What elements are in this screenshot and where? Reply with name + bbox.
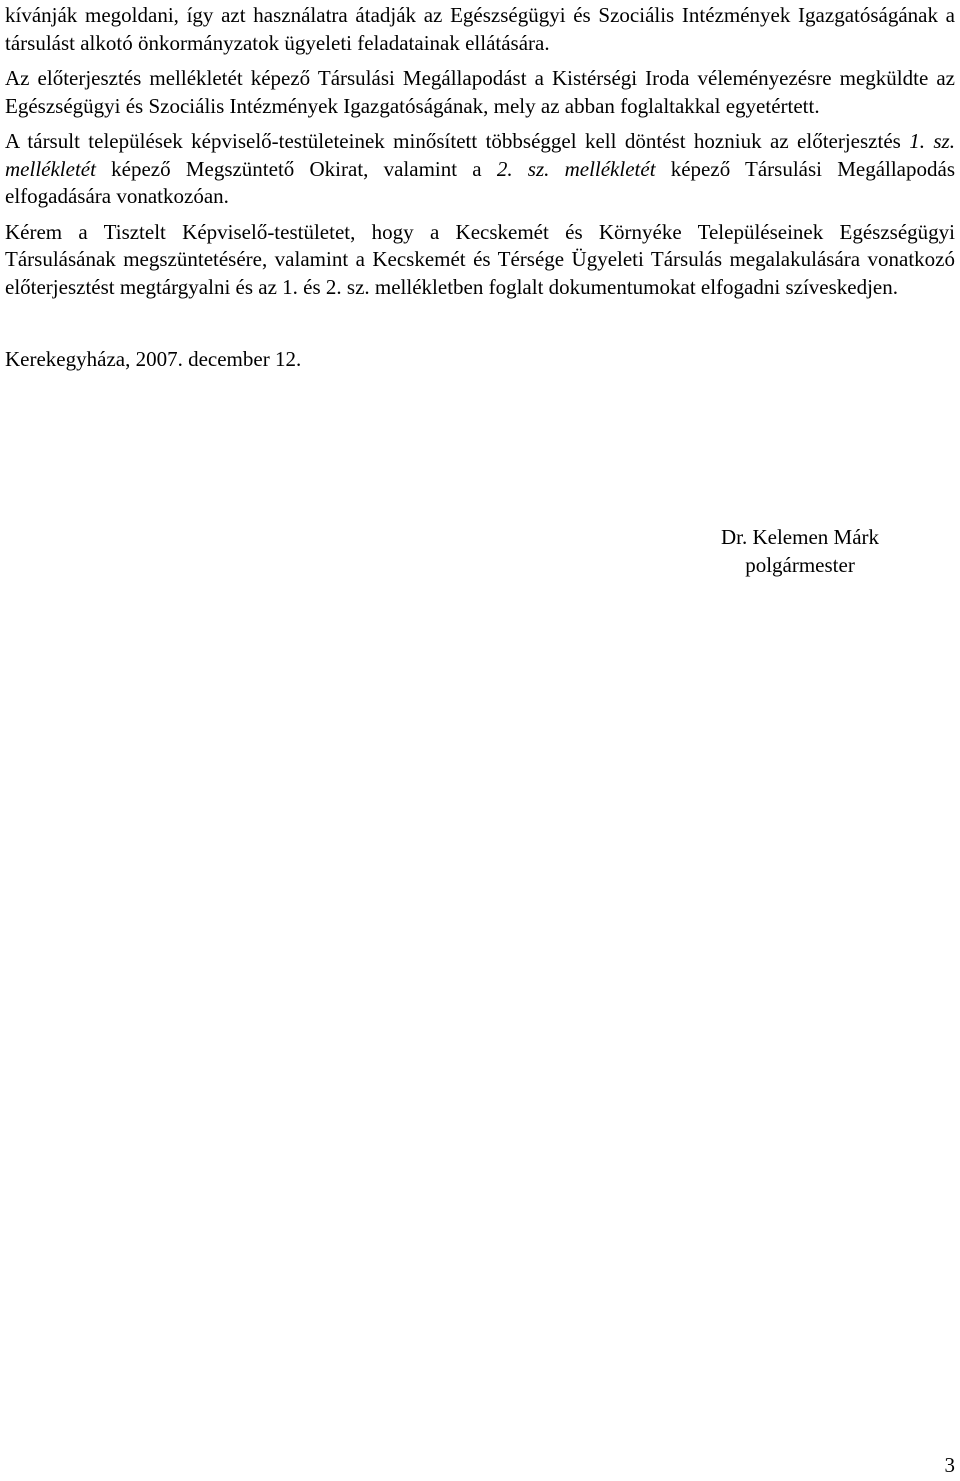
qualified-majority-text-3: képező Társulási Megállapodás elfogadására vonatkozóan.: [5, 156, 956, 208]
qualified-majority-text-1: A társult települések képviselő-testületeinek minősített többséggel kell döntést hozniuk az előterjesztés: [5, 129, 910, 153]
paragraph-qualified-majority: [5, 128, 955, 211]
annex-2-reference: 2. sz. mellékletét: [496, 156, 656, 181]
annex-1-reference: 1. sz. mellékletét: [5, 129, 955, 181]
document-page: [5, 2, 955, 374]
paragraph-request: Kérem a Tisztelt Képviselő-testületet, hogy a Kecskemét és Környéke Településeinek Egészségügyi Társulásának megszüntetésére, valamint a Kecskemét és Térsége Ügyeleti Társulás megalakulására vonatkozó előterjesztést megtárgyalni és az 1. és 2. sz. mellékletben foglalt dokumentumokat elfogadni szíveskedjen.: [5, 219, 955, 299]
paragraph-agreement-review: Az előterjesztés mellékletét képező Társulási Megállapodást a Kistérségi Iroda véleményezésre megküldte az Egészségügyi és Szociális Intézmények Igazgatóságának, mely az abban foglaltakkal egyetértett.: [5, 66, 955, 118]
place-date: Kerekegyháza, 2007. december 12.: [5, 347, 302, 371]
qualified-majority-text-2: képező Megszüntető Okirat, valamint a: [95, 156, 497, 181]
signature-block: [705, 523, 895, 579]
signatory-title: polgármester: [745, 553, 855, 577]
signatory-name: Dr. Kelemen Márk: [720, 525, 880, 549]
paragraph-continuation: kívánják megoldani, így azt használatra átadják az Egészségügyi és Szociális Intézmények Igazgatóságának a társulást alkotó önkormányzatok ügyeleti feladatainak ellátására.: [5, 3, 955, 55]
page-number: 3: [944, 1453, 955, 1477]
